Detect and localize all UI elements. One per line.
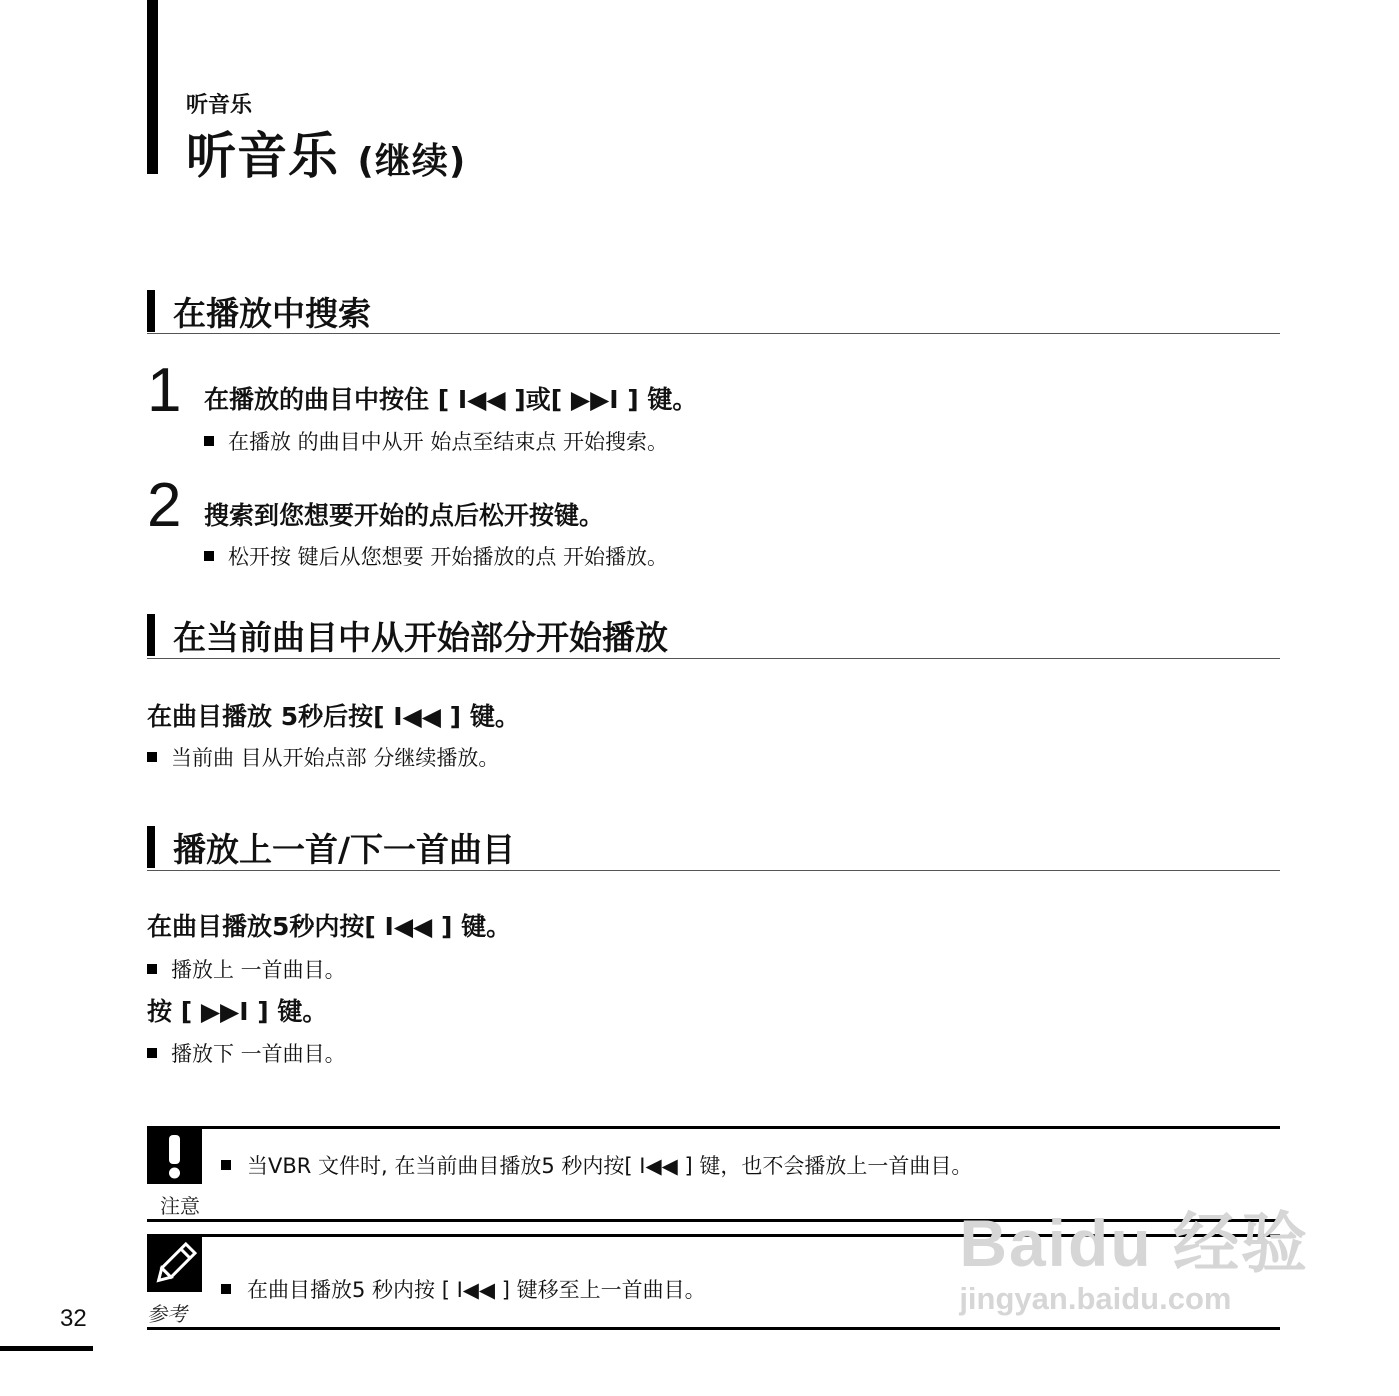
prev-bullet <box>147 954 346 984</box>
section-divider <box>147 333 1280 334</box>
watermark <box>959 1190 1309 1317</box>
tip-label: 参考 <box>147 1302 187 1326</box>
note-rule-top <box>147 1126 1280 1129</box>
step-bullet <box>204 541 668 571</box>
section-divider <box>147 870 1280 871</box>
step-number: 1 <box>147 356 182 425</box>
step-bullet <box>204 426 668 456</box>
watermark-url: jingyan.baidu.com <box>959 1281 1232 1316</box>
section-marker <box>147 614 155 656</box>
section-title-search: 在播放中搜索 <box>173 294 371 333</box>
section-title-prevnext: 播放上一首/下一首曲目 <box>173 830 516 869</box>
exclamation-icon <box>147 1129 202 1184</box>
bullet-square-icon <box>147 964 157 974</box>
bullet-text: 播放上 一首曲目。 <box>171 958 346 982</box>
bullet-square-icon <box>221 1160 231 1170</box>
page-title <box>186 116 466 188</box>
bullet-square-icon <box>221 1284 231 1294</box>
section-marker <box>147 826 155 868</box>
page-number-rule <box>0 1346 93 1351</box>
step-text: 搜索到您想要开始的点后松开按键。 <box>204 501 605 530</box>
pencil-icon <box>147 1237 202 1292</box>
watermark-brand: Baidu 经验 <box>959 1206 1309 1280</box>
next-bullet <box>147 1038 346 1068</box>
page-number: 32 <box>60 1305 87 1332</box>
bullet-square-icon <box>147 1048 157 1058</box>
bullet-text: 当前曲 目从开始点部 分继续播放。 <box>171 746 500 770</box>
section-divider <box>147 658 1280 659</box>
restart-bullet <box>147 742 499 772</box>
bullet-square-icon <box>204 436 214 446</box>
bullet-text: 在播放 的曲目中从开 始点至结束点 开始搜索。 <box>228 430 669 454</box>
step-number: 2 <box>147 471 182 540</box>
note-label: 注意 <box>160 1194 200 1218</box>
chapter-label: 听音乐 <box>186 93 253 118</box>
section-title-restart: 在当前曲目中从开始部分开始播放 <box>173 618 668 657</box>
bullet-square-icon <box>147 752 157 762</box>
section-marker <box>147 290 155 332</box>
bullet-text: 松开按 键后从您想要 开始播放的点 开始播放。 <box>228 545 669 569</box>
bullet-text: 播放下 一首曲目。 <box>171 1042 346 1066</box>
step-text: 在播放的曲目中按住 [ I◀◀ ]或[ ▶▶I ] 键。 <box>204 385 698 414</box>
restart-instruction: 在曲目播放 5秒后按[ I◀◀ ] 键。 <box>147 702 520 731</box>
header-bar <box>147 0 158 174</box>
tip-content: 在曲目播放5 秒内按 [ I◀◀ ] 键移至上一首曲目。 <box>247 1278 706 1302</box>
note-text <box>221 1150 972 1180</box>
tip-text <box>221 1274 706 1304</box>
next-instruction: 按 [ ▶▶I ] 键。 <box>147 997 328 1026</box>
prev-instruction: 在曲目播放5秒内按[ I◀◀ ] 键。 <box>147 912 512 941</box>
note-content: 当VBR 文件时, 在当前曲目播放5 秒内按[ I◀◀ ] 键，也不会播放上一首曲目。 <box>247 1154 973 1178</box>
tip-rule-bottom <box>147 1327 1280 1330</box>
bullet-square-icon <box>204 551 214 561</box>
page-title-suffix: (继续) <box>357 141 467 182</box>
page-title-main: 听音乐 <box>186 127 339 185</box>
